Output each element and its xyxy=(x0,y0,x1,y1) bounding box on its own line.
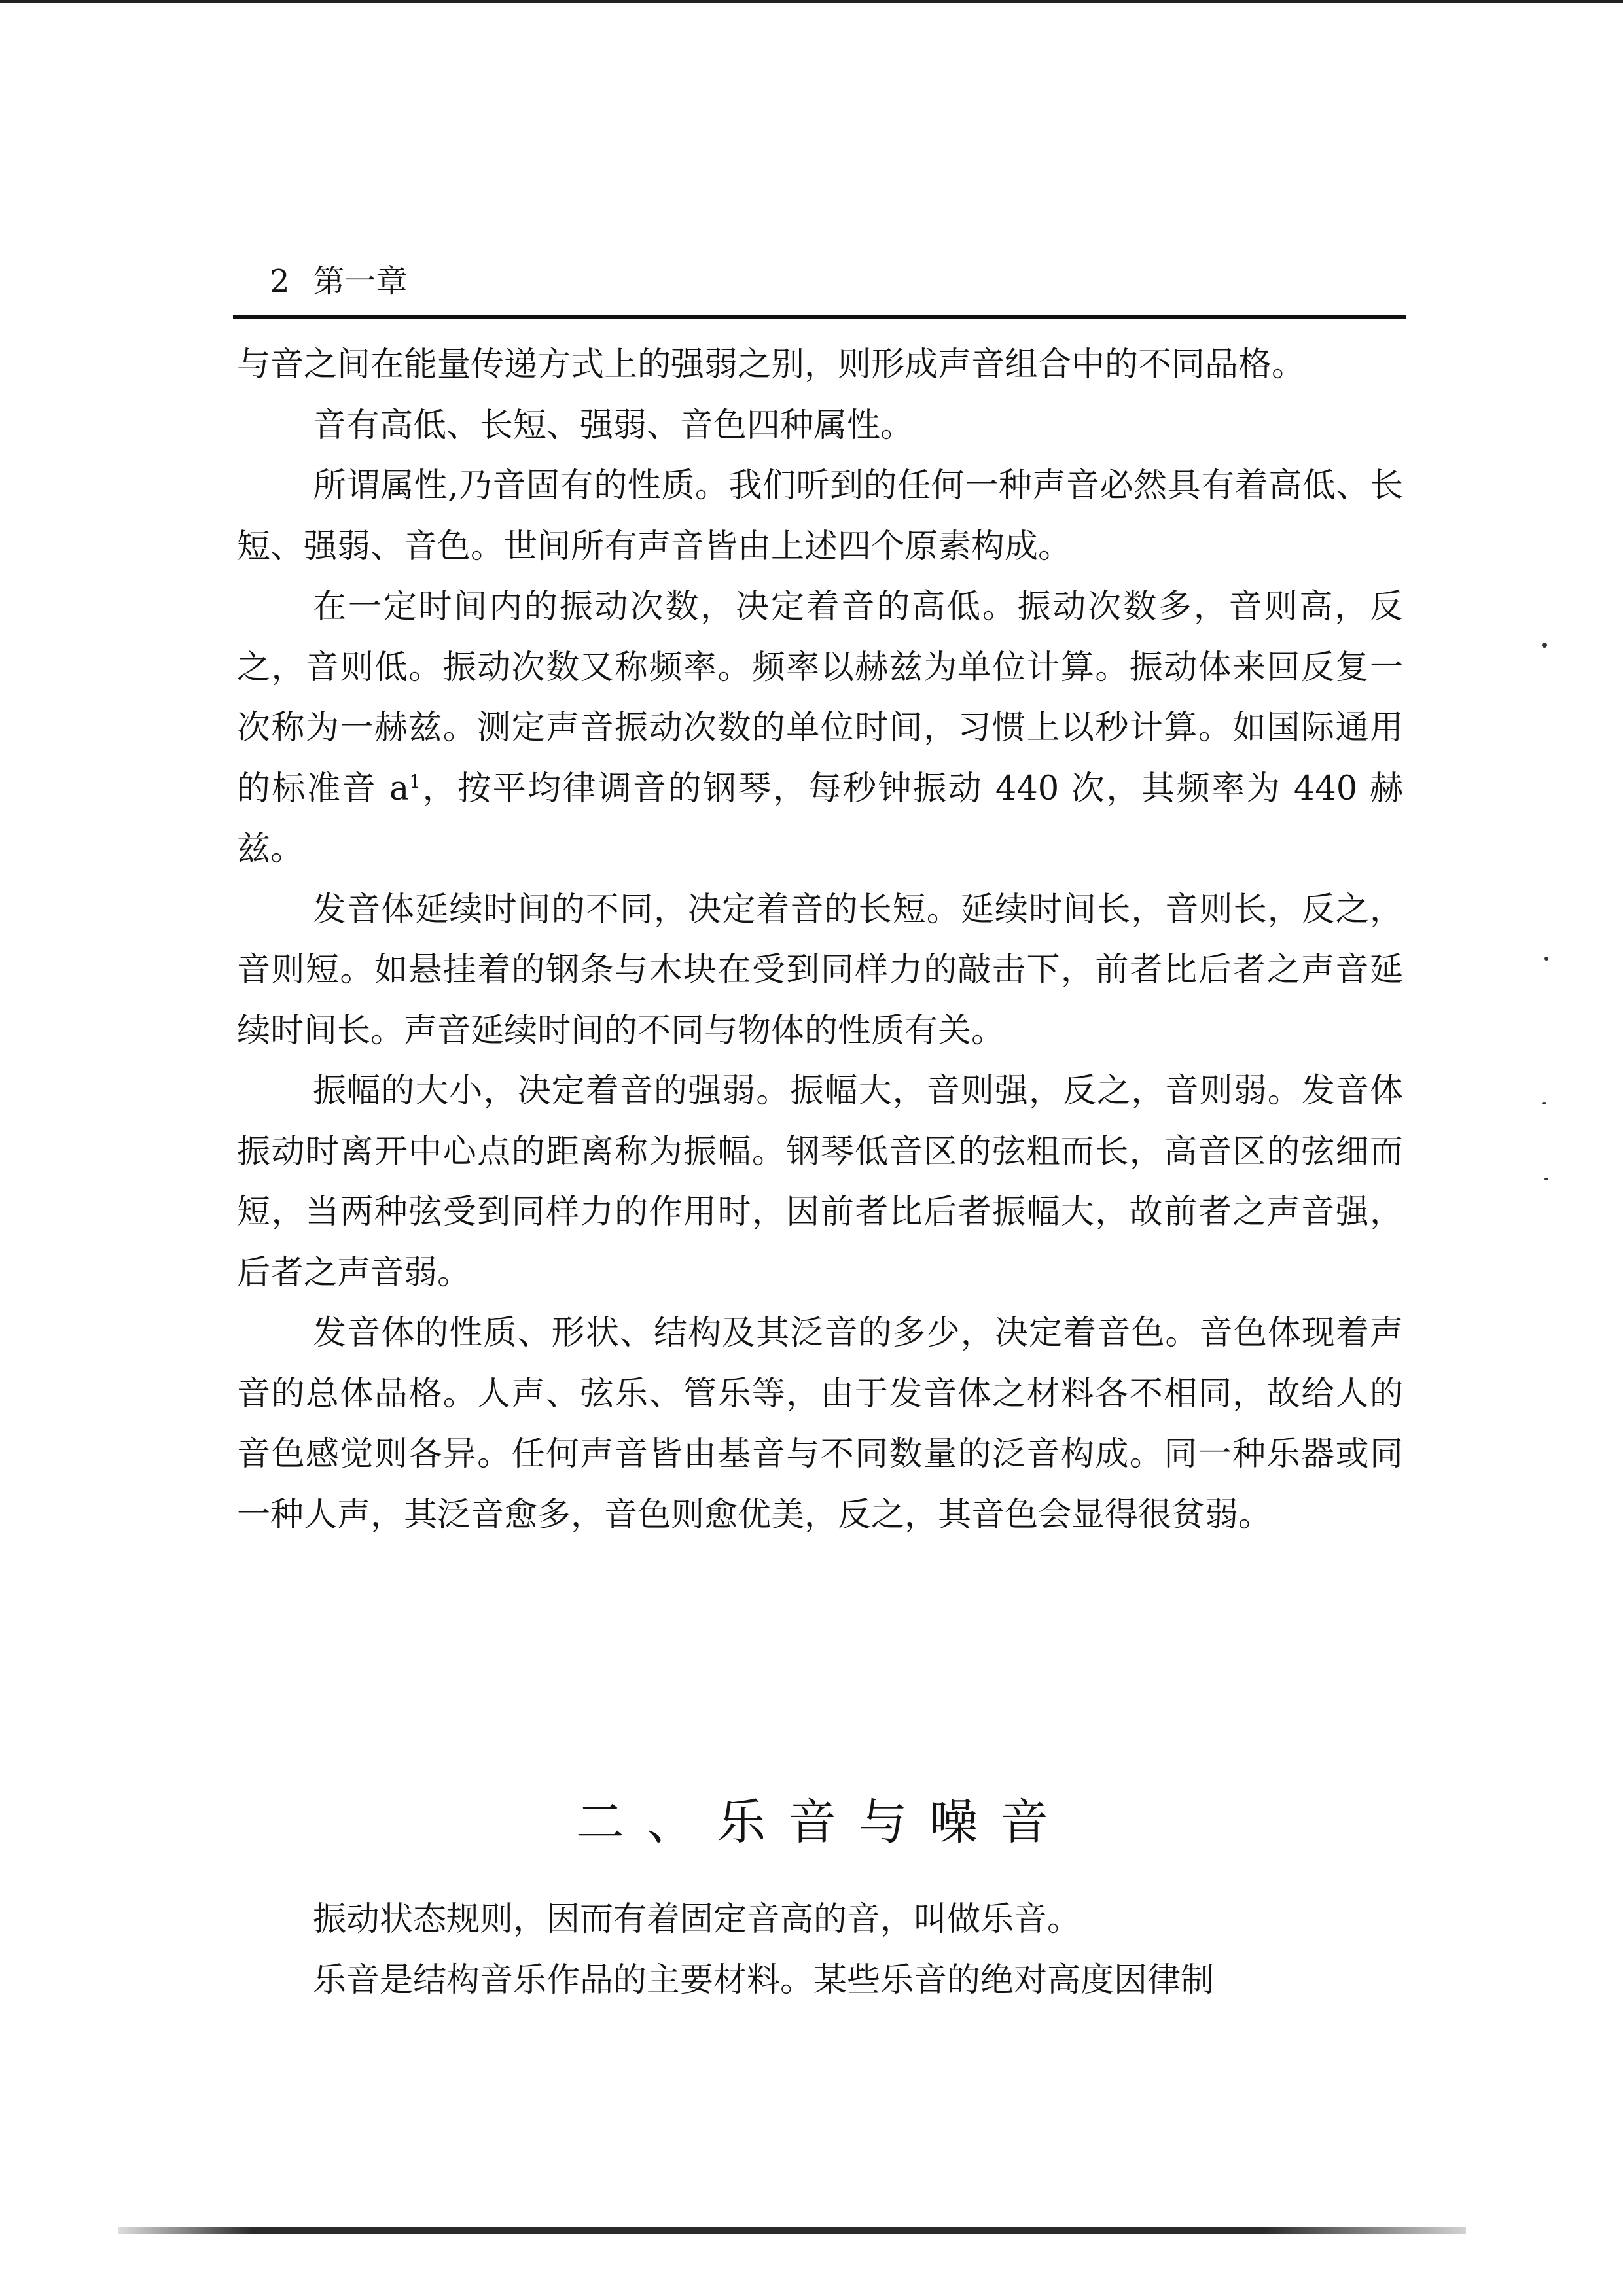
paragraph: 振动状态规则，因而有着固定音高的音，叫做乐音。 xyxy=(313,1900,1081,1939)
paragraph: 音有高低、长短、强弱、音色四种属性。 xyxy=(313,406,914,445)
paragraph: 乐音是结构音乐作品的主要材料。某些乐音的绝对高度因律制 xyxy=(313,1960,1215,2000)
scan-speck xyxy=(1542,1102,1546,1104)
section-title: 二、乐音与噪音 xyxy=(576,1794,1071,1850)
running-header xyxy=(270,262,408,301)
superscript: 1 xyxy=(409,770,421,792)
paragraph-text: 在一定时间内的振动次数，决定着音的高低。振动次数多，音则高，反之，音则低。振动次数又称频率。频率以赫兹为单位计算。振动体来回反复一次称为一赫兹。测定声音振动次数的单位时间，习惯上以秒计算。如国际通用的标准音 a xyxy=(237,588,1403,808)
body-text xyxy=(237,335,1403,1545)
chapter-title: 第一章 xyxy=(313,263,408,300)
paragraph: 所谓属性,乃音固有的性质。我们听到的任何一种声音必然具有着高低、长短、强弱、音色。世间所有声音皆由上述四个原素构成。 xyxy=(237,467,1403,566)
top-border xyxy=(0,0,1623,3)
page-number: 2 xyxy=(270,263,290,300)
section-body-text xyxy=(237,1890,1403,2011)
paragraph: 发音体的性质、形状、结构及其泛音的多少，决定着音色。音色体现着声音的总体品格。人声、弦乐、管乐等，由于发音体之材料各不相同，故给人的音色感觉则各异。任何声音皆由基音与不同数量的泛音构成。同一种乐器或同一种人声，其泛音愈多，音色则愈优美，反之，其音色会显得很贫弱。 xyxy=(237,1314,1403,1534)
header-rule xyxy=(233,315,1406,319)
scan-speck xyxy=(1542,643,1547,648)
paragraph xyxy=(237,577,1403,880)
scan-speck xyxy=(1544,957,1548,961)
paragraph: 振幅的大小，决定着音的强弱。振幅大，音则强，反之，音则弱。发音体振动时离开中心点的距离称为振幅。钢琴低音区的弦粗而长，高音区的弦细而短，当两种弦受到同样力的作用时，因前者比后者振幅大，故前者之声音强，后者之声音弱。 xyxy=(237,1072,1403,1292)
paragraph: 与音之间在能量传递方式上的强弱之别，则形成声音组合中的不同品格。 xyxy=(237,345,1306,384)
scan-speck xyxy=(1544,1178,1548,1180)
paragraph: 发音体延续时间的不同，决定着音的长短。延续时间长，音则长，反之，音则短。如悬挂着的钢条与木块在受到同样力的敲击下，前者比后者之声音延续时间长。声音延续时间的不同与物体的性质有关。 xyxy=(237,890,1403,1050)
paragraph-text: ，按平均律调音的钢琴，每秒钟振动 440 次，其频率为 440 赫兹。 xyxy=(237,769,1403,868)
bottom-scan-edge xyxy=(118,2227,1466,2234)
